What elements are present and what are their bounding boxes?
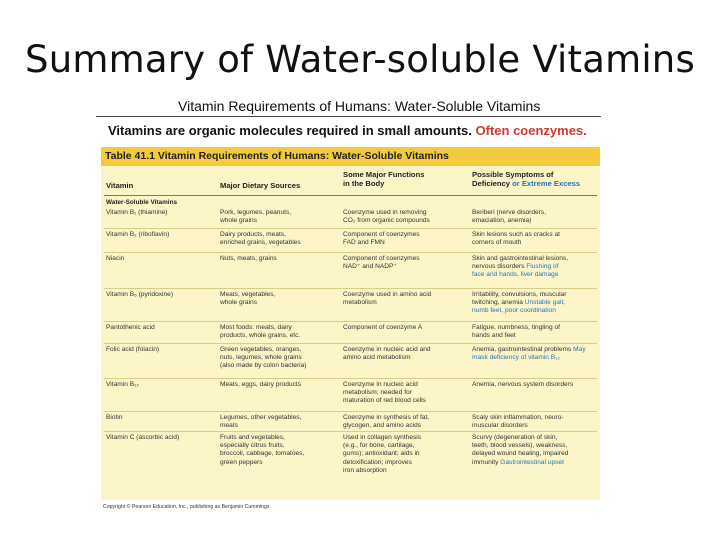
cell-excess: Unstable gait, numb feet, poor coordination — [472, 299, 566, 315]
table-title: Table 41.1 Vitamin Requirements of Humans: Water-Soluble Vitamins — [101, 147, 600, 166]
cell-excess: May mask deficiency of vitamin B₁₂ — [472, 346, 586, 362]
cell-deficiency: Anemia, nervous system disorders — [472, 381, 574, 388]
cell-sources: Legumes, other vegetables, meats — [220, 414, 302, 430]
cell-functions: Used in collagen synthesis (e.g., for bone, cartilage, gums); antioxidant; aids in detoxification; improves iron absorption — [343, 434, 422, 474]
cell-functions: Component of coenzyme A — [343, 324, 423, 331]
cell-vitamin: Vitamin B₂ (riboflavin) — [106, 231, 170, 238]
cell-sources: Fruits and vegetables, especially citrus fruits, broccoli, cabbage, tomatoes, green peppers — [220, 434, 305, 466]
row-divider — [104, 378, 597, 379]
cell-vitamin: Vitamin B₁ (thiamine) — [106, 209, 168, 216]
column-header-symptoms-accent: or Extreme Excess — [512, 179, 581, 188]
cell-vitamin: Vitamin B₁₂ — [106, 381, 139, 388]
cell-sources: Most foods: meats, dairy products, whole grains, etc. — [220, 324, 301, 340]
cell-excess: Flushing of face and hands, liver damage — [472, 263, 559, 279]
cell-symptoms — [472, 346, 598, 362]
column-header-functions: Some Major Functions in the Body — [343, 170, 425, 188]
column-header-sources: Major Dietary Sources — [220, 181, 301, 190]
column-header-symptoms — [472, 170, 580, 188]
cell-symptoms — [472, 209, 598, 225]
cell-vitamin: Folic acid (folacin) — [106, 346, 160, 353]
cell-functions: Coenzyme in nucleic acid and amino acid metabolism — [343, 346, 431, 362]
header-divider — [96, 116, 601, 117]
column-header-symptoms-main: Possible Symptoms of Deficiency — [472, 170, 554, 188]
page-header: Vitamin Requirements of Humans: Water-Soluble Vitamins — [178, 98, 541, 114]
cell-sources: Dairy products, meats, enriched grains, vegetables — [220, 231, 301, 247]
cell-sources: Meats, vegetables, whole grains — [220, 291, 276, 307]
column-header-vitamin: Vitamin — [106, 181, 134, 190]
cell-deficiency: Skin lesions such as cracks at corners of mouth — [472, 231, 560, 247]
cell-symptoms — [472, 291, 598, 316]
row-divider — [104, 228, 597, 229]
cell-vitamin: Pantothenic acid — [106, 324, 155, 331]
cell-symptoms — [472, 414, 598, 430]
cell-symptoms — [472, 381, 598, 389]
cell-sources: Meats, eggs, dairy products — [220, 381, 301, 388]
subtitle — [108, 123, 587, 138]
cell-symptoms — [472, 434, 598, 467]
cell-functions: Coenzyme in synthesis of fat, glycogen, and amino acids — [343, 414, 430, 430]
cell-sources: Green vegetables, oranges, nuts, legumes, whole grains (also made by colon bacteria) — [220, 346, 307, 370]
cell-deficiency: Fatigue, numbness, tingling of hands and feet — [472, 324, 560, 340]
table-header-divider — [104, 195, 597, 196]
section-label: Water-Soluble Vitamins — [106, 199, 178, 206]
row-divider — [104, 288, 597, 289]
cell-deficiency: Skin and gastrointestinal lesions, nervous disorders — [472, 255, 569, 271]
copyright-notice: Copyright © Pearson Education, Inc., publishing as Benjamin Cummings. — [103, 504, 271, 510]
cell-functions: Coenzyme in nucleic acid metabolism; needed for maturation of red blood cells — [343, 381, 426, 405]
cell-sources: Nuts, meats, grains — [220, 255, 277, 262]
cell-deficiency: Anemia, gastrointestinal problems — [472, 346, 572, 353]
cell-functions: Coenzyme used in removing CO₂ from organic compounds — [343, 209, 430, 225]
row-divider — [104, 321, 597, 322]
cell-sources: Pork, legumes, peanuts, whole grains — [220, 209, 292, 225]
subtitle-main: Vitamins are organic molecules required in small amounts. — [108, 123, 472, 138]
cell-deficiency: Scaly skin inflammation, neuro- muscular disorders — [472, 414, 564, 430]
vitamin-table — [101, 147, 600, 500]
cell-functions: Component of coenzymes FAD and FMN — [343, 231, 420, 247]
row-divider — [104, 252, 597, 253]
cell-vitamin: Biotin — [106, 414, 123, 421]
cell-deficiency: Beriberi (nerve disorders, emaciation, anemia) — [472, 209, 547, 225]
cell-symptoms — [472, 324, 598, 340]
cell-excess: Gastrointestinal upset — [500, 458, 565, 466]
subtitle-accent: Often coenzymes. — [475, 123, 587, 138]
cell-vitamin: Vitamin C (ascorbic acid) — [106, 434, 180, 441]
row-divider — [104, 343, 597, 344]
cell-symptoms — [472, 231, 598, 247]
row-divider — [104, 411, 597, 412]
slide-title: Summary of Water-soluble Vitamins — [25, 38, 695, 81]
cell-functions: Coenzyme used in amino acid metabolism — [343, 291, 432, 307]
row-divider — [104, 431, 597, 432]
cell-functions: Component of coenzymes NAD⁺ and NADP⁺ — [343, 255, 420, 271]
cell-deficiency: Scurvy (degeneration of skin, teeth, blood vessels), weakness, delayed wound healing, impaired immunity — [472, 434, 569, 466]
cell-vitamin: Vitamin B₆ (pyridoxine) — [106, 291, 174, 298]
cell-vitamin: Niacin — [106, 255, 125, 262]
cell-deficiency: Irritability, convulsions, muscular twitching, anemia — [472, 291, 567, 307]
cell-symptoms — [472, 255, 598, 280]
